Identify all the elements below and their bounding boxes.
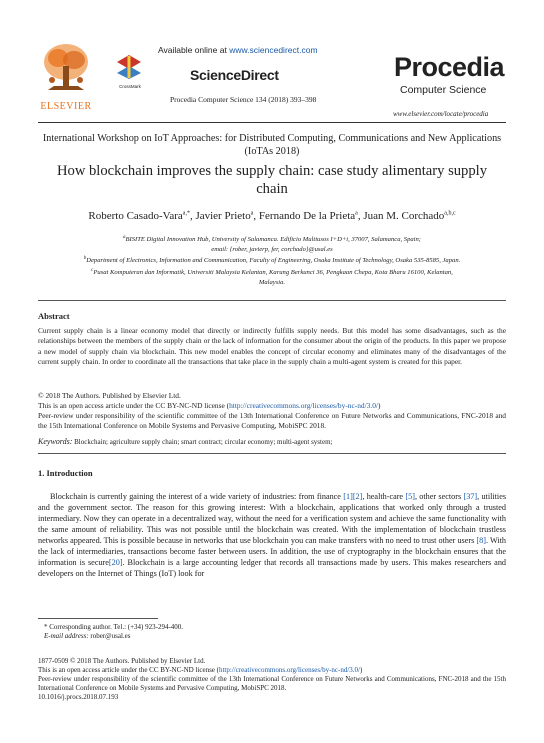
author: Juan M. Corchado$^{a,b,c}$ xyxy=(363,210,456,222)
footer-license-link[interactable]: http://creativecommons.org/licenses/by-nc-nd/3.0/ xyxy=(218,666,360,674)
affiliation-a: $^a$BISITE Digital Innovation Hub, University of Salamanca. Edificio Multiusos I+D+i, 37007, Salamanca, Spain; xyxy=(122,235,421,244)
crossmark-label: CrossMark xyxy=(119,84,141,89)
keywords-text: Blockchain; agriculture supply chain; smart contract; circular economy; multi-agent system; xyxy=(74,438,333,446)
workshop-line: International Workshop on IoT Approaches: for Distributed Computing, Communications and New Applications (IoTAs 2018) xyxy=(42,133,502,157)
ref-link[interactable]: [5] xyxy=(405,492,415,501)
license-link[interactable]: http://creativecommons.org/licenses/by-nc-nd/3.0/ xyxy=(229,401,378,410)
footer-issn: 1877-0509 © 2018 The Authors. Published by Elsevier Ltd. xyxy=(38,657,206,665)
header-rule xyxy=(38,122,506,123)
footnote-rule xyxy=(38,618,158,619)
footnote-corresponding: * Corresponding author. Tel.: (+34) 923-294-400. xyxy=(44,623,184,631)
elsevier-label: ELSEVIER xyxy=(40,101,92,112)
procedia-title: Procedia xyxy=(394,52,505,82)
author: Fernando De la Prieta$^a$, xyxy=(258,210,364,222)
elsevier-logo xyxy=(38,40,94,112)
ref-link[interactable]: [37] xyxy=(463,492,478,501)
keywords-label: Keywords: xyxy=(38,437,73,446)
procedia-url[interactable]: www.elsevier.com/locate/procedia xyxy=(393,110,489,118)
keywords-rule xyxy=(38,453,506,454)
footer-peer-review: Peer-review under responsibility of the scientific committee of the 13th International Conference on Future Networks and Communications, FNC-2018 and the 15th International Conference on Mobile Systems and Pervasive Computing, MobiSPC 2018. xyxy=(38,675,506,692)
sciencedirect-wordmark: ScienceDirect xyxy=(190,67,279,83)
footer-license: This is an open access article under the CC BY-NC-ND license (http://creativecommons.org/licenses/by-nc-nd/3.0/) xyxy=(38,666,363,674)
ref-link[interactable]: [1] xyxy=(343,492,353,501)
ref-link[interactable]: [8] xyxy=(476,536,486,545)
journal-line: Procedia Computer Science 134 (2018) 393–398 xyxy=(170,95,317,104)
ref-link[interactable]: [20] xyxy=(108,558,123,567)
abstract-copyright: © 2018 The Authors. Published by Elsevier Ltd. xyxy=(38,391,181,400)
intro-paragraph: Blockchain is currently gaining the interest of a wide variety of industries: from finance [1][2], health-care [5], other sectors [37], utilities and the government sector. The reason for this growing interest: With a blockchain, applications that worked only through a trusted intermediary. Now they can operate in a decentralized way, without the need for a verification system and achieve the same functionality with the same amount of reliability. This was not possible until the blockchain was created. With the implementation of blockchain trustless networks appeared. This is possible because in networks that use blockchain you can make transfers with no need to trust other users [8]. With the lack of intermediaries, transactions become faster between users. In addition, the use of cryptography in the blockchain ensures that the information is secure[20]. Blockchain is a large accounting ledger that records all transactions made by users. This makes researchers and developers on the Internet of Things (IoT) look for xyxy=(38,492,507,578)
affiliations xyxy=(40,233,504,287)
abstract-peer-review: Peer-review under responsibility of the scientific committee of the 13th International Conference on Future Networks and Communications, FNC-2018 and the 15th International Conference on Mobile Systems and Pervasive Computing, MobiSPC 2018. xyxy=(38,411,506,430)
crossmark-badge[interactable] xyxy=(114,54,146,88)
keywords xyxy=(38,437,506,446)
sciencedirect-link[interactable]: www.sciencedirect.com xyxy=(229,45,318,55)
author: Roberto Casado-Vara$^{a,*}$, xyxy=(88,210,196,222)
available-online: Available online at www.sciencedirect.com xyxy=(158,45,318,55)
footer-doi[interactable]: 10.1016/j.procs.2018.07.193 xyxy=(38,693,119,701)
abstract-top-rule xyxy=(38,300,506,301)
affiliation-c-country: Malaysia. xyxy=(258,278,286,286)
procedia-subtitle: Computer Science xyxy=(400,84,487,96)
affiliation-b: $^b$Department of Electronics, Information and Communication, Faculty of Engineering, Osaka Institute of Technology, Osaka 535-8585, Japan. xyxy=(83,256,461,265)
affiliation-emails: email: {rober, javierp, fer, corchado}@usal.es xyxy=(211,245,333,253)
elsevier-tree-logo xyxy=(38,40,94,96)
footer xyxy=(38,657,506,702)
author: Javier Prieto$^a$, xyxy=(195,210,259,222)
crossmark-icon xyxy=(114,54,144,80)
affiliation-c: $^c$Pusat Komputeran dan Informatik, Universiti Malaysia Kelantan, Karung Berkunci 36, Pengkaan Chepa, Kota Bharu 16100, Kelantan, xyxy=(91,267,453,277)
abstract-heading: Abstract xyxy=(38,311,70,321)
section-heading: 1. Introduction xyxy=(38,468,93,478)
ref-link[interactable]: [2] xyxy=(352,492,363,501)
footnote-email: E-mail address: rober@usal.es xyxy=(44,632,131,640)
author-list xyxy=(30,210,514,222)
abstract-text: Current supply chain is a linear economy model that directly or indirectly fulfills supply needs. But this model has some disadvantages, such as the relationships between the members of the supply chain or the lack of information for the consumer about the origin of the products. In this paper we propose a new model of supply chain via blockchain. This new model enables the concept of circular economy and eliminates many of the disadvantages of the current supply chain. In order to coordinate all the transactions that take place in the supply chain a multi-agent system is created for this paper. xyxy=(38,326,506,366)
paper-title: How blockchain improves the supply chain: case study alimentary supply chain xyxy=(56,163,488,197)
abstract-license: This is an open access article under the CC BY-NC-ND license (http://creativecommons.org/licenses/by-nc-nd/3.0/) xyxy=(38,401,381,410)
footnote xyxy=(44,623,504,641)
